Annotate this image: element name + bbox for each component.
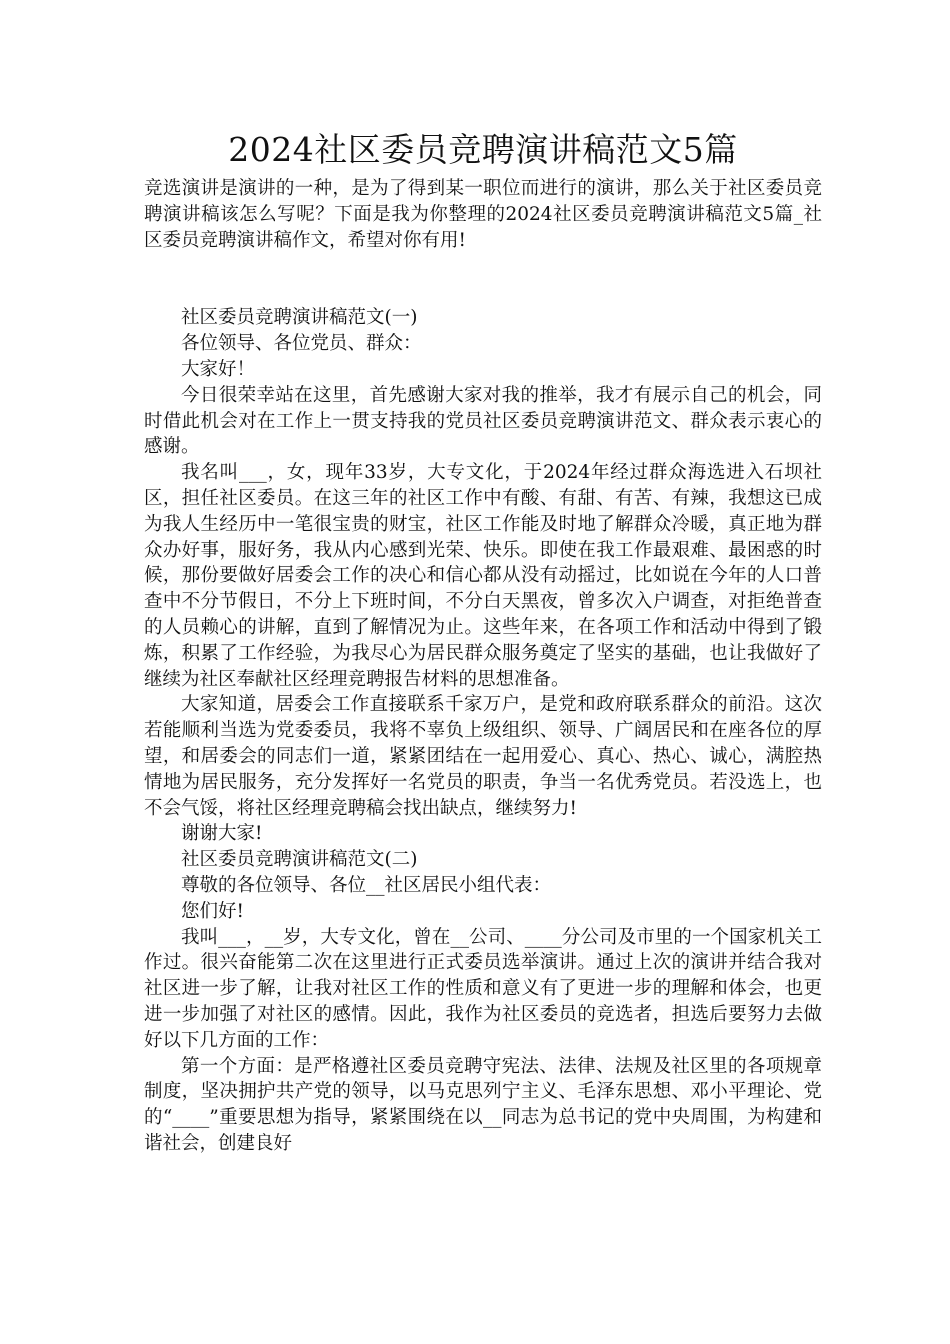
body-paragraph: 大家知道，居委会工作直接联系千家万户，是党和政府联系群众的前沿。这次若能顺利当选为党委委员，我将不辜负上级组织、领导、广阔居民和在座各位的厚望，和居委会的同志们一道，紧紧团结在一起用爱心、真心、热心、诚心，满腔热情地为居民服务，充分发挥好一名党员的职责，争当一名优秀党员。若没选上，也不会气馁，将社区经理竞聘稿会找出缺点，继续努力! [144, 694, 822, 819]
section-heading-2: 社区委员竞聘演讲稿范文(二) [181, 849, 418, 871]
intro-paragraph: 竞选演讲是演讲的一种，是为了得到某一职位而进行的演讲，那么关于社区委员竞聘演讲稿该怎么写呢？下面是我为你整理的2024社区委员竞聘演讲稿范文5篇_社区委员竞聘演讲稿作文，希望对你有用! [144, 178, 822, 251]
salutation: 尊敬的各位领导、各位__社区居民小组代表： [181, 874, 552, 896]
document-title: 2024社区委员竞聘演讲稿范文5篇 [228, 130, 738, 169]
greeting: 大家好！ [181, 358, 256, 380]
body-paragraph: 我名叫___，女，现年33岁，大专文化，于2024年经过群众海选进入石坝社区，担任社区委员。在这三年的社区工作中有酸、有甜、有苦、有辣，我想这已成为我人生经历中一笔很宝贵的财宝，社区工作能及时地了解群众冷暖，真正地为群众办好事，服好务，我从内心感到光荣、快乐。即使在我工作最艰难、最困惑的时候，那份要做好居委会工作的决心和信心都从没有动摇过，比如说在今年的人口普查中不分节假日，不分上下班时间，不分白天黑夜，曾多次入户调查，对拒绝普查的人员赖心的讲解，直到了解情况为止。这些年来，在各项工作和活动中得到了锻炼，积累了工作经验，为我尽心为居民群众服务奠定了坚实的基础，也让我做好了继续为社区奉献社区经理竞聘报告材料的思想准备。 [144, 462, 822, 690]
body-paragraph: 今日很荣幸站在这里，首先感谢大家对我的推举，我才有展示自己的机会，同时借此机会对在工作上一贯支持我的党员社区委员竞聘演讲范文、群众表示衷心的感谢。 [144, 384, 822, 458]
greeting: 您们好! [181, 900, 244, 922]
salutation: 各位领导、各位党员、群众： [181, 333, 422, 355]
body-paragraph: 第一个方面：是严格遵社区委员竞聘守宪法、法律、法规及社区里的各项规章制度，坚决拥护共产党的领导，以马克思列宁主义、毛泽东思想、邓小平理论、党的“____”重要思想为指导，紧紧围绕在以__同志为总书记的党中央周围，为构建和谐社会，创建良好 [144, 1055, 822, 1154]
body-paragraph: 我叫___，__岁，大专文化，曾在__公司、____分公司及市里的一个国家机关工作过。很兴奋能第二次在这里进行正式委员选举演讲。通过上次的演讲并结合我对社区进一步了解，让我对社区工作的性质和意义有了更进一步的理解和体会，也更进一步加强了对社区的感情。因此，我作为社区委员的竞选者，担选后要努力去做好以下几方面的工作： [144, 926, 822, 1051]
closing-thanks: 谢谢大家! [181, 823, 263, 845]
section-spacer [144, 253, 822, 305]
section-heading-1: 社区委员竞聘演讲稿范文(一) [181, 307, 418, 329]
